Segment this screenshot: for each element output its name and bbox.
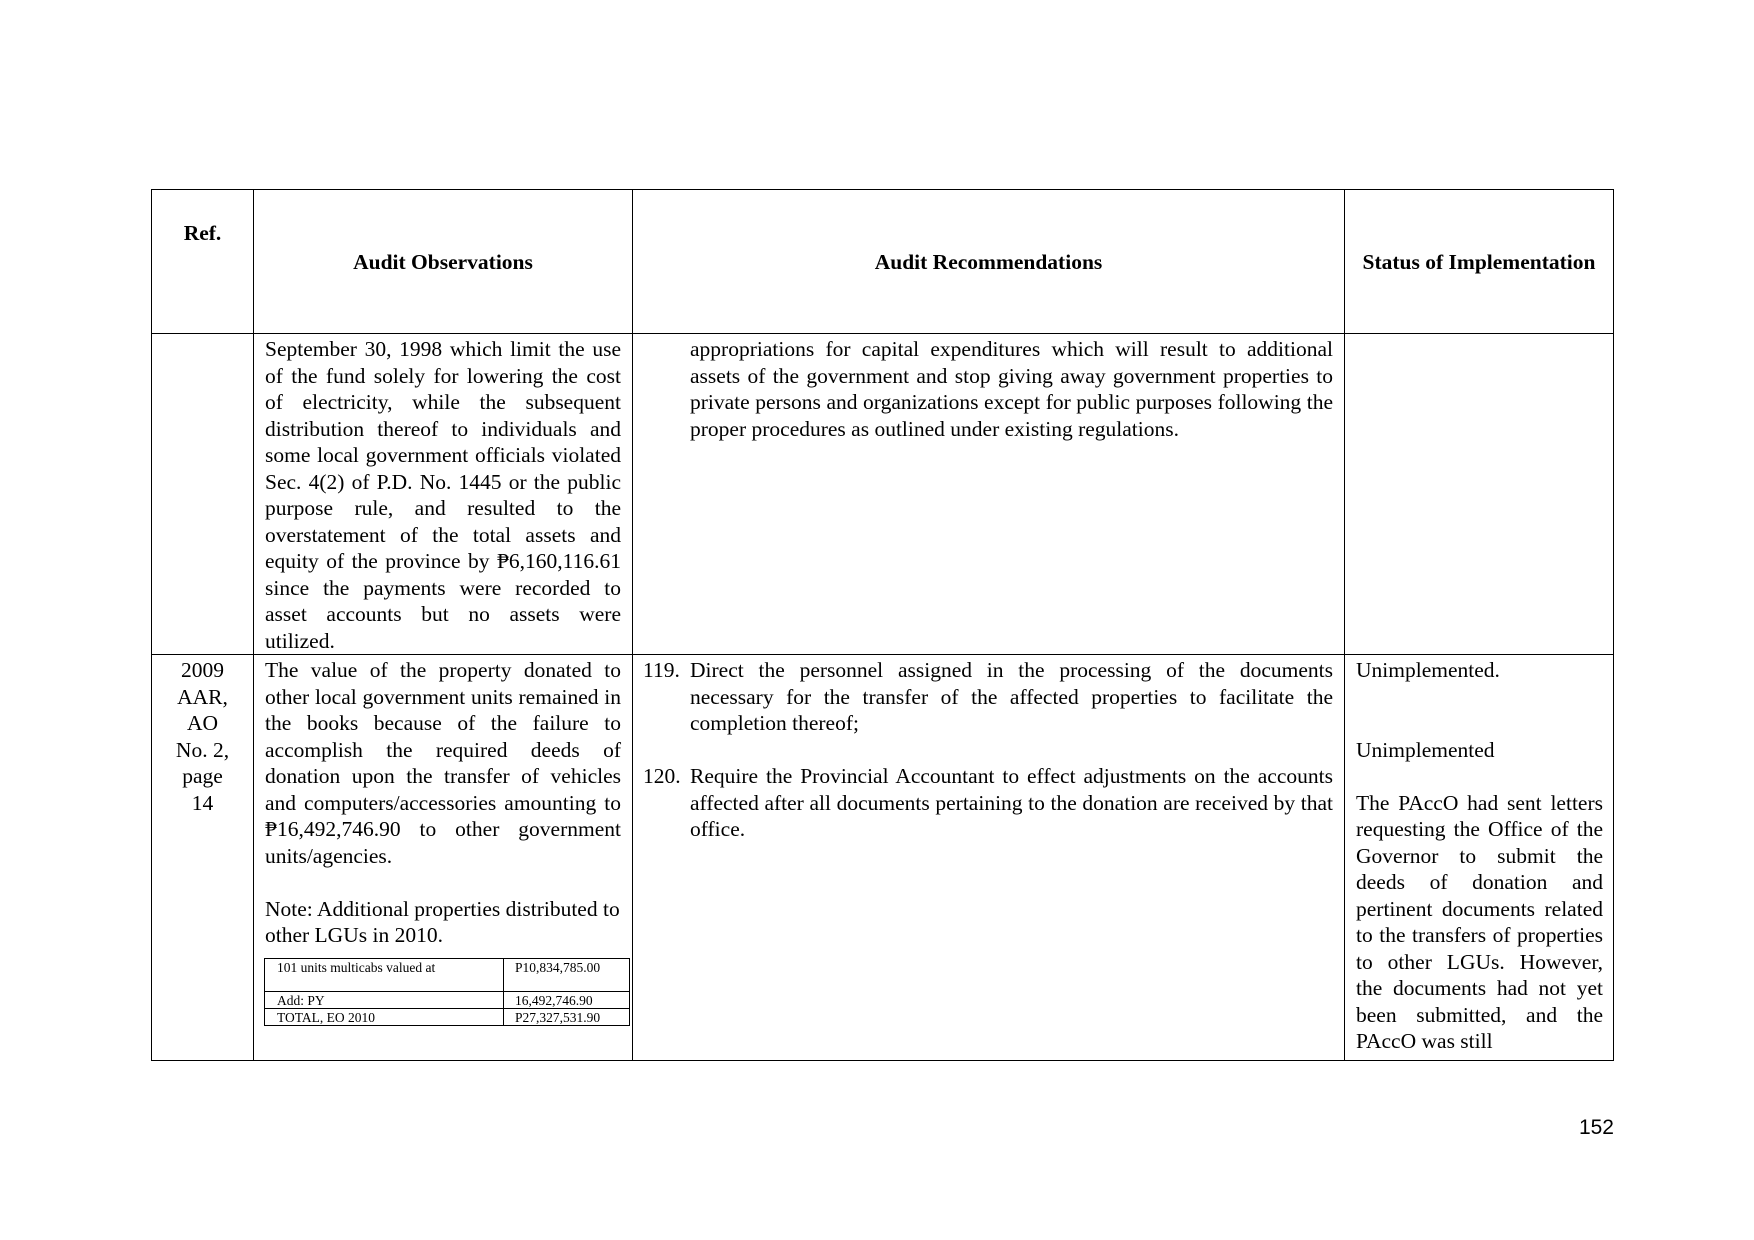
mini-label: Add: PY [265, 991, 504, 1008]
status-unimplemented-2: Unimplemented [1356, 737, 1495, 762]
header-observations: Audit Observations [254, 190, 633, 334]
row2-observation: The value of the property donated to other local government units remained in the books because of the failure to accomplish the required deeds of donation upon the transfer of vehicles and computers/accessories amounting to ₱16,492,746.90 to other government units/agencies. [265, 658, 621, 868]
totals-mini-table [264, 958, 630, 1026]
header-status: Status of Implementation [1345, 190, 1614, 334]
row2-observation-cell [254, 655, 633, 1061]
row2-ref [152, 655, 254, 1061]
row2-ref-text: 2009 AAR, AO No. 2, page 14 [175, 658, 230, 815]
header-ref: Ref. [152, 190, 254, 334]
row1-recommendation-cell [633, 334, 1345, 655]
recommendation-number: 120. [643, 764, 681, 788]
mini-value: 16,492,746.90 [504, 991, 630, 1008]
mini-table-row [265, 958, 630, 991]
mini-label: TOTAL, EO 2010 [265, 1008, 504, 1025]
recommendation-text: Direct the personnel assigned in the processing of the documents necessary for the transfer of the affected properties to facilitate the completion thereof; [690, 658, 1333, 735]
mini-value: P10,834,785.00 [504, 958, 630, 991]
recommendation-item [643, 657, 1333, 737]
row1-observation-cell [254, 334, 633, 655]
mini-value: P27,327,531.90 [504, 1008, 630, 1025]
status-unimplemented-1: Unimplemented. [1356, 658, 1500, 682]
header-row [152, 190, 1614, 334]
recommendation-text: Require the Provincial Accountant to effect adjustments on the accounts affected after all documents pertaining to the donation are received by that office. [690, 764, 1333, 841]
row2-note: Note: Additional properties distributed to other LGUs in 2010. [265, 896, 620, 947]
row1-status [1345, 334, 1614, 655]
mini-table-row [265, 991, 630, 1008]
row1-observation: September 30, 1998 which limit the use of the fund solely for lowering the cost of electricity, while the subsequent distribution thereof to individuals and some local government officials violated Sec. 4(2) of P.D. No. 1445 or the public purpose rule, and resulted to the overstatement of the total assets and equity of the province by ₱6,160,116.61 since the payments were recorded to asset accounts but no assets were utilized. [265, 337, 621, 653]
row2-status-cell [1345, 655, 1614, 1061]
status-detail: The PAccO had sent letters requesting the Office of the Governor to submit the deeds of donation and pertinent documents related to the transfers of properties to other LGUs. However, the documents had not yet been submitted, and the PAccO was still [1356, 790, 1603, 1053]
row1-recommendation: appropriations for capital expenditures which will result to additional assets of the government and stop giving away government properties to private persons and organizations except for public purposes following the proper procedures as outlined under existing regulations. [690, 337, 1333, 441]
mini-label: 101 units multicabs valued at [265, 958, 504, 991]
table-row [152, 334, 1614, 655]
row2-recommendations-cell [633, 655, 1345, 1061]
header-recommendations: Audit Recommendations [633, 190, 1345, 334]
row1-ref [152, 334, 254, 655]
mini-table-row [265, 1008, 630, 1025]
audit-table [151, 189, 1614, 1061]
page-number: 152 [1578, 1116, 1614, 1139]
table-row [152, 655, 1614, 1061]
recommendation-item [643, 763, 1333, 843]
recommendation-number: 119. [643, 658, 680, 682]
